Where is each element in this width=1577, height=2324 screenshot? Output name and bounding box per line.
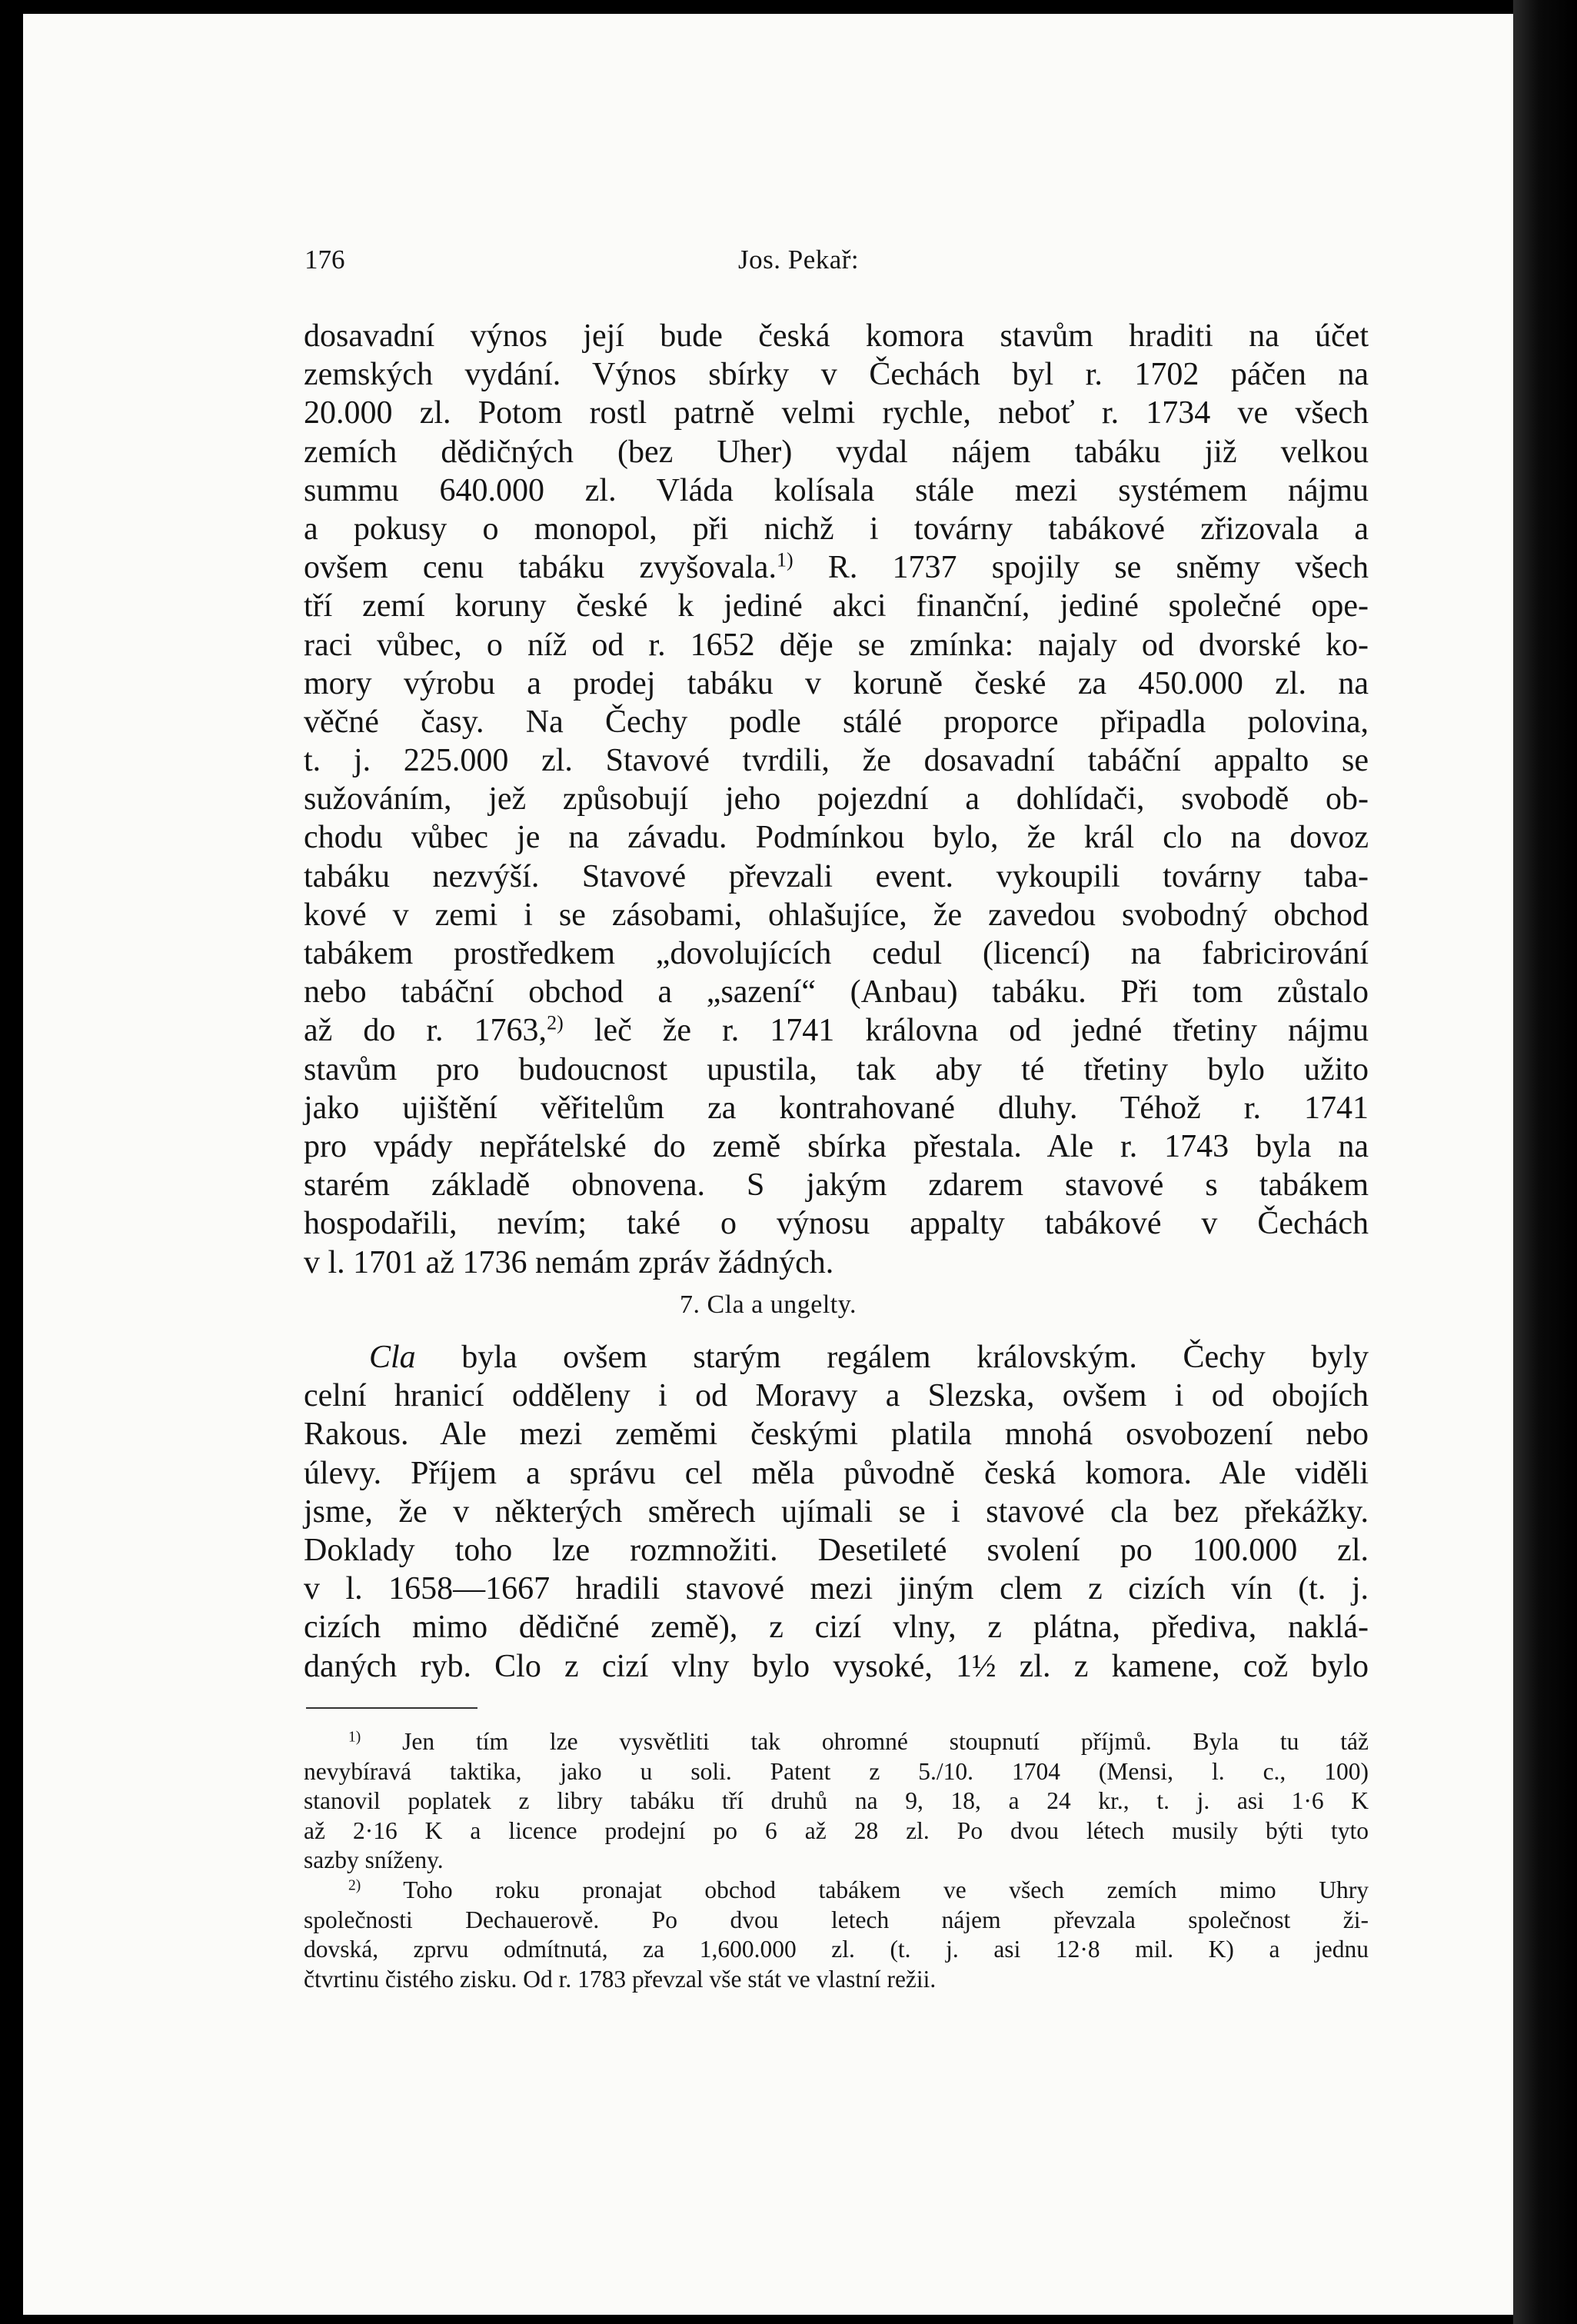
footnote-mark-2: 2) [348, 1877, 361, 1894]
text-segment: Toho roku pronajat obchod tabákem ve všech zemích mimo Uhry [361, 1876, 1369, 1903]
footnote-line: až 2·16 K a licence prodejní po 6 až 28 zl. Po dvou létech musily býti tyto [304, 1816, 1369, 1844]
text-line [304, 548, 1369, 587]
section-paragraph [304, 1338, 1369, 1686]
running-head [23, 245, 1513, 283]
footnote-ref-2: 2) [547, 1012, 564, 1035]
footnote-line [304, 1727, 1369, 1757]
footnote-line: stanovil poplatek z libry tabáku tří druhů na 9, 18, a 24 kr., t. j. asi 1·6 K [304, 1787, 1369, 1815]
footnote-line: čtvrtinu čistého zisku. Od r. 1783 převzal vše stát ve vlastní režii. [304, 1965, 937, 1993]
text-segment: byla ovšem starým regálem královským. Čechy byly [415, 1340, 1369, 1375]
text-line: tabákem prostředkem „dovolujících cedul (licencí) na fabricirování [304, 936, 1369, 971]
text-line: cizích mimo dědičné země), z cizí vlny, z plátna, přediva, naklá- [304, 1610, 1369, 1646]
footnote-ref-1: 1) [776, 548, 793, 571]
text-segment: R. 1737 spojily se sněmy všech [793, 550, 1369, 586]
body-paragraph [304, 317, 1369, 1282]
footnote-line: nevybíravá taktika, jako u soli. Patent z 5./10. 1704 (Mensi, l. c., 100) [304, 1757, 1369, 1785]
footnote-line [304, 1876, 1369, 1906]
text-line: jako ujištění věřitelům za kontrahované dluhy. Téhož r. 1741 [304, 1090, 1369, 1126]
footnote-line: společnosti Dechauerově. Po dvou letech nájem převzala společnost ži- [304, 1906, 1369, 1933]
text-line: úlevy. Příjem a správu cel měla původně česká komora. Ale viděli [304, 1455, 1369, 1491]
text-line: dosavadní výnos její bude česká komora stavům hraditi na účet [304, 318, 1369, 354]
text-line: t. j. 225.000 zl. Stavové tvrdili, že dosavadní tabáční appalto se [304, 743, 1369, 779]
text-line: v l. 1701 až 1736 nemám zpráv žádných. [304, 1244, 834, 1280]
text-line: tří zemí koruny české k jediné akci finanční, jediné společné ope- [304, 588, 1369, 624]
text-line: Rakous. Ale mezi zeměmi českými platila mnohá osvobození nebo [304, 1417, 1369, 1453]
text-line [304, 1011, 1369, 1050]
text-line: v l. 1658—1667 hradili stavové mezi jiným clem z cizích vín (t. j. [304, 1571, 1369, 1607]
text-line: věčné časy. Na Čechy podle stálé proporce připadla polovina, [304, 704, 1369, 740]
text-line: daných ryb. Clo z cizí vlny bylo vysoké, 1½ zl. z kamene, což bylo [304, 1648, 1369, 1684]
footnote-divider [306, 1707, 477, 1709]
book-page [23, 14, 1513, 2315]
text-line: zemských vydání. Výnos sbírky v Čechách byl r. 1702 páčen na [304, 357, 1369, 393]
page-number: 176 [304, 245, 345, 275]
footnote-line: sazby sníženy. [304, 1846, 444, 1874]
text-line: chodu vůbec je na závadu. Podmínkou bylo, že král clo na dovoz [304, 820, 1369, 856]
italic-lead-word: Cla [369, 1340, 416, 1375]
text-line [304, 1338, 1369, 1377]
text-line: kové v zemi i se zásobami, ohlašujíce, že zavedou svobodný obchod [304, 897, 1369, 933]
footnote-mark-1: 1) [348, 1729, 361, 1746]
text-line: sužováním, jež způsobují jeho pojezdní a dohlídači, svobodě ob- [304, 781, 1369, 817]
footnotes [304, 1727, 1369, 1994]
book-spine [1513, 0, 1577, 2324]
text-line: raci vůbec, o níž od r. 1652 děje se zmínka: najaly od dvorské ko- [304, 627, 1369, 663]
text-segment: až do r. 1763, [304, 1013, 547, 1049]
text-line: Doklady toho lze rozmnožiti. Desetileté svolení po 100.000 zl. [304, 1532, 1369, 1568]
text-segment: ovšem cenu tabáku zvyšovala. [304, 550, 777, 586]
text-line: hospodařili, nevím; také o výnosu appalty tabákové v Čechách [304, 1206, 1369, 1242]
text-line: pro vpády nepřátelské do země sbírka přestala. Ale r. 1743 byla na [304, 1128, 1369, 1164]
text-line: a pokusy o monopol, při nichž i továrny tabákové zřizovala a [304, 511, 1369, 547]
text-line: stavům pro budoucnost upustila, tak aby té třetiny bylo užito [304, 1051, 1369, 1087]
text-segment: leč že r. 1741 královna od jedné třetiny nájmu [563, 1013, 1369, 1049]
text-line: tabáku nezvýší. Stavové převzali event. vykoupili továrny taba- [304, 858, 1369, 894]
footnote-line: dovská, zprvu odmítnutá, za 1,600.000 zl. (t. j. asi 12·8 mil. K) a jednu [304, 1936, 1369, 1963]
text-line: celní hranicí odděleny i od Moravy a Slezska, ovšem i od obojích [304, 1378, 1369, 1414]
text-line: mory výrobu a prodej tabáku v koruně české za 450.000 zl. na [304, 665, 1369, 701]
text-line: zemích dědičných (bez Uher) vydal nájem tabáku již velkou [304, 434, 1369, 470]
text-line: jsme, že v některých směrech ujímali se i stavové cla bez překážky. [304, 1493, 1369, 1530]
section-heading: 7. Cla a ungelty. [679, 1290, 857, 1319]
text-line: nebo tabáční obchod a „sazení“ (Anbau) tabáku. Při tom zůstalo [304, 974, 1369, 1011]
text-line: 20.000 zl. Potom rostl patrně velmi rychle, neboť r. 1734 ve všech [304, 395, 1369, 431]
running-head-author: Jos. Pekař: [738, 245, 860, 275]
text-line: summu 640.000 zl. Vláda kolísala stále mezi systémem nájmu [304, 472, 1369, 508]
text-segment: Jen tím lze vysvětliti tak ohromné stoupnutí příjmů. Byla tu táž [361, 1728, 1369, 1755]
text-line: starém základě obnovena. S jakým zdarem stavové s tabákem [304, 1167, 1369, 1204]
